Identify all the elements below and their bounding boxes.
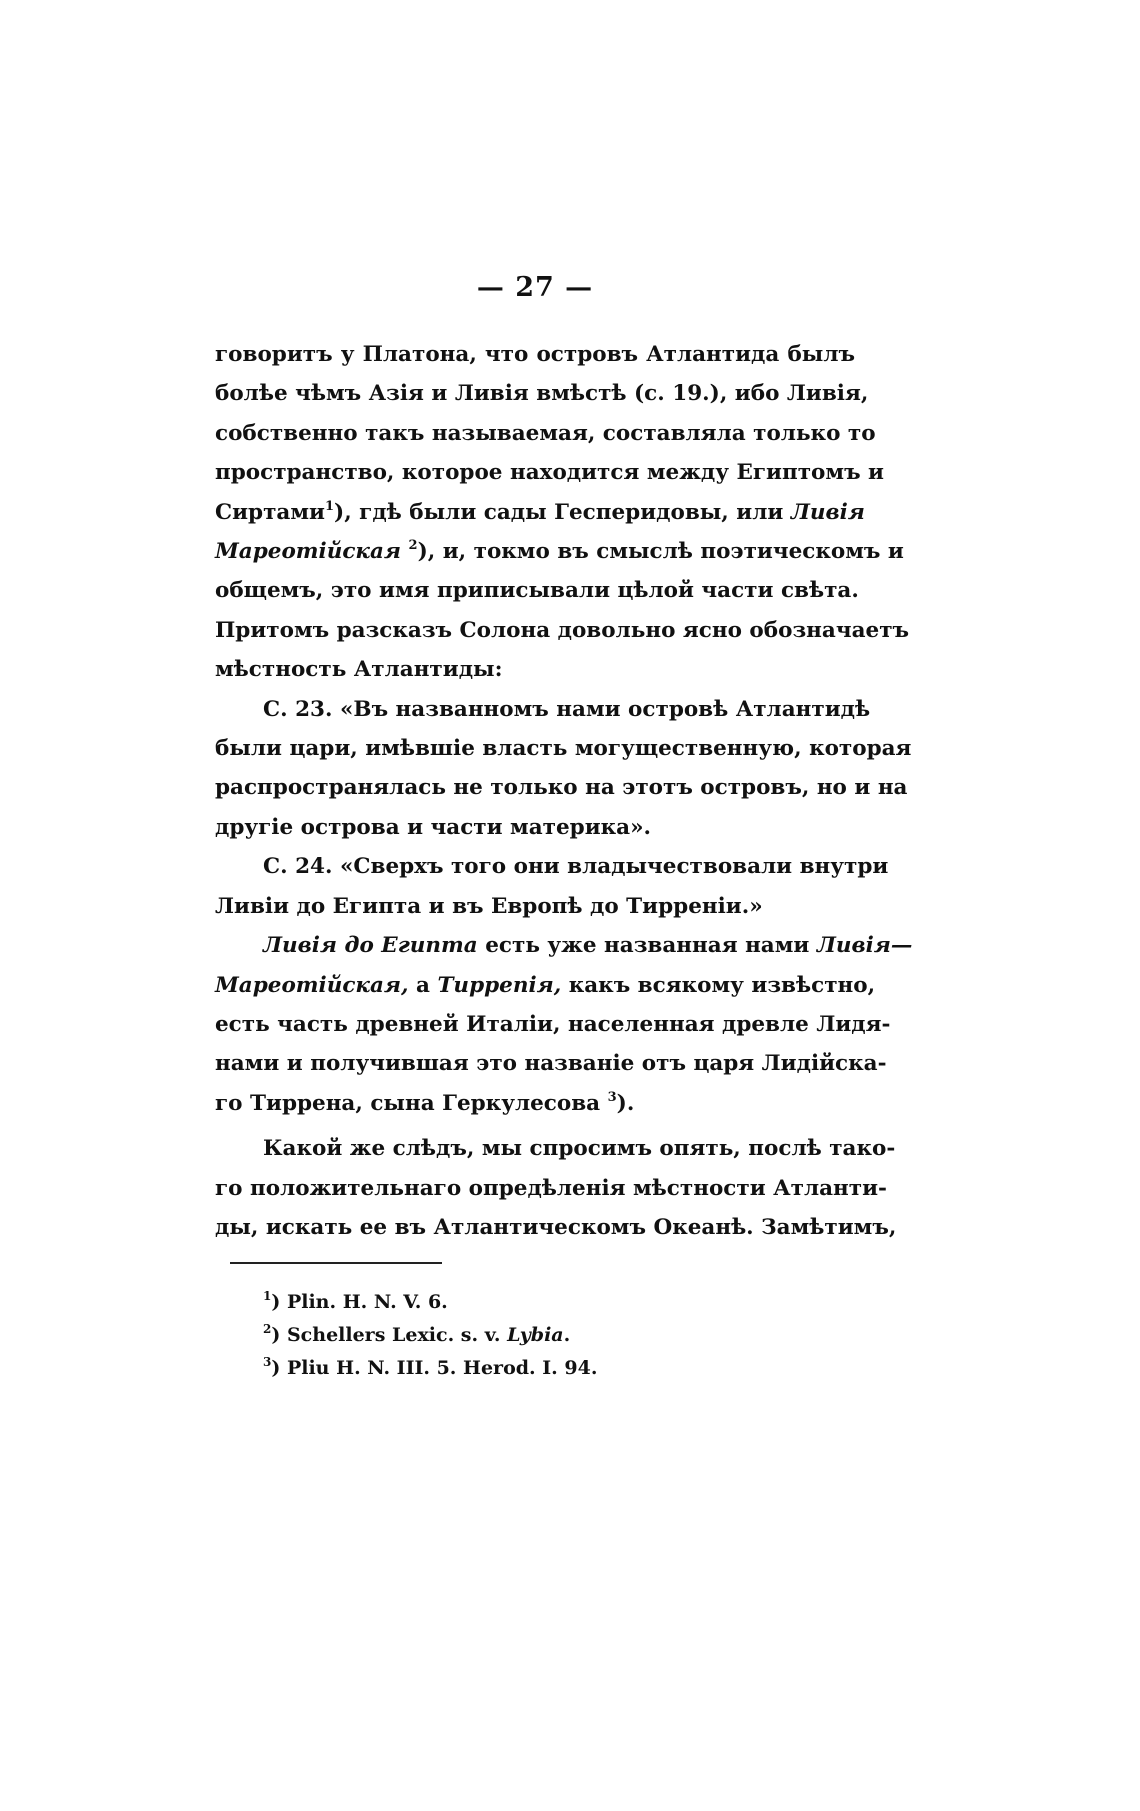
footnote-mark: 1 <box>263 1289 272 1303</box>
text-line: пространство, которое находится между Египтомъ и <box>215 460 884 486</box>
text-line: С. 23. «Въ названномъ нами островѣ Атлантидѣ <box>263 696 871 722</box>
footnote-ref: 3 <box>607 1089 617 1105</box>
page-number: — 27 — <box>476 272 594 303</box>
text-span: ). <box>616 1090 635 1116</box>
paragraph-2 <box>215 690 912 848</box>
footnote-text: ) Plin. H. N. V. 6. <box>271 1291 448 1313</box>
text-line: Какой же слѣдъ, мы спросимъ опять, послѣ тако- <box>263 1136 896 1162</box>
paragraph-4 <box>215 926 913 1123</box>
text-line <box>215 966 876 1005</box>
text-line: есть часть древней Италіи, населенная древле Лидя- <box>215 1011 891 1037</box>
text-line: болѣе чѣмъ Азія и Ливія вмѣстѣ (с. 19.), ибо Ливія, <box>215 381 869 407</box>
footnote-ref: 1 <box>324 498 335 514</box>
italic-term: Тиррепія, <box>437 972 562 998</box>
footnotes <box>263 1286 823 1385</box>
text-line: общемъ, это имя приписывали цѣлой части свѣта. <box>215 578 859 604</box>
italic-term: Мареотійская, <box>215 972 409 998</box>
paragraph-3 <box>215 847 889 926</box>
footnote-1 <box>263 1286 823 1319</box>
text-line: С. 24. «Сверхъ того они владычествовали внутри <box>263 854 889 880</box>
footnote-text: ) Schellers Lexic. s. v. <box>271 1324 508 1346</box>
footnote-divider <box>230 1262 442 1264</box>
italic-term: Ливія— <box>816 933 913 959</box>
text-line: мѣстность Атлантиды: <box>215 657 503 683</box>
text-span: ), и, токмо въ смыслѣ поэтическомъ и <box>417 539 904 565</box>
text-line: ды, искать ее въ Атлантическомъ Океанѣ. Замѣтимъ, <box>215 1214 897 1240</box>
footnote-text: . <box>563 1324 571 1346</box>
text-line: другіе острова и части материка». <box>215 814 652 840</box>
footnote-italic: Lybia <box>507 1324 564 1346</box>
text-line <box>215 493 865 532</box>
text-line: собственно такъ называемая, составляла только то <box>215 420 876 446</box>
text-span: ), гдѣ были сады Гесперидовы, или <box>334 499 784 525</box>
footnote-mark: 3 <box>263 1355 272 1369</box>
text-line: Ливіи до Египта и въ Европѣ до Тирреніи.» <box>215 893 763 919</box>
text-span: Сиртами <box>215 499 325 525</box>
footnote-text: ) Pliu H. N. III. 5. Herod. I. 94. <box>271 1357 598 1379</box>
text-line: Притомъ разсказъ Солона довольно ясно обозначаетъ <box>215 617 910 643</box>
footnote-2 <box>263 1319 823 1352</box>
footnote-ref: 2 <box>408 538 418 554</box>
text-line: были цари, имѣвшіе власть могущественную, которая <box>215 736 912 762</box>
italic-term: Мареотійская <box>215 539 402 565</box>
text-line: нами и получившая это названіе отъ царя Лидійска- <box>215 1051 887 1077</box>
footnote-mark: 2 <box>263 1322 272 1336</box>
text-line <box>215 532 904 571</box>
text-line <box>215 1084 855 1123</box>
text-line: распространялась не только на этотъ островъ, но и на <box>215 775 908 801</box>
text-span: го Тиррена, сына Геркулесова <box>215 1090 601 1116</box>
paragraph-1 <box>215 335 910 690</box>
footnote-3 <box>263 1352 823 1385</box>
text-span: а <box>416 972 430 998</box>
text-line: говоритъ у Платона, что островъ Атлантида былъ <box>215 342 855 367</box>
main-text <box>215 335 913 1247</box>
text-span: есть уже названная нами <box>485 933 810 959</box>
paragraph-5 <box>215 1129 897 1247</box>
text-line <box>215 926 913 965</box>
italic-term: Ливія <box>790 499 865 525</box>
text-line: го положительнаго опредѣленія мѣстности Атланти- <box>215 1175 887 1201</box>
text-span: какъ всякому извѣстно, <box>568 972 876 998</box>
italic-term: Ливія до Египта <box>263 933 478 959</box>
